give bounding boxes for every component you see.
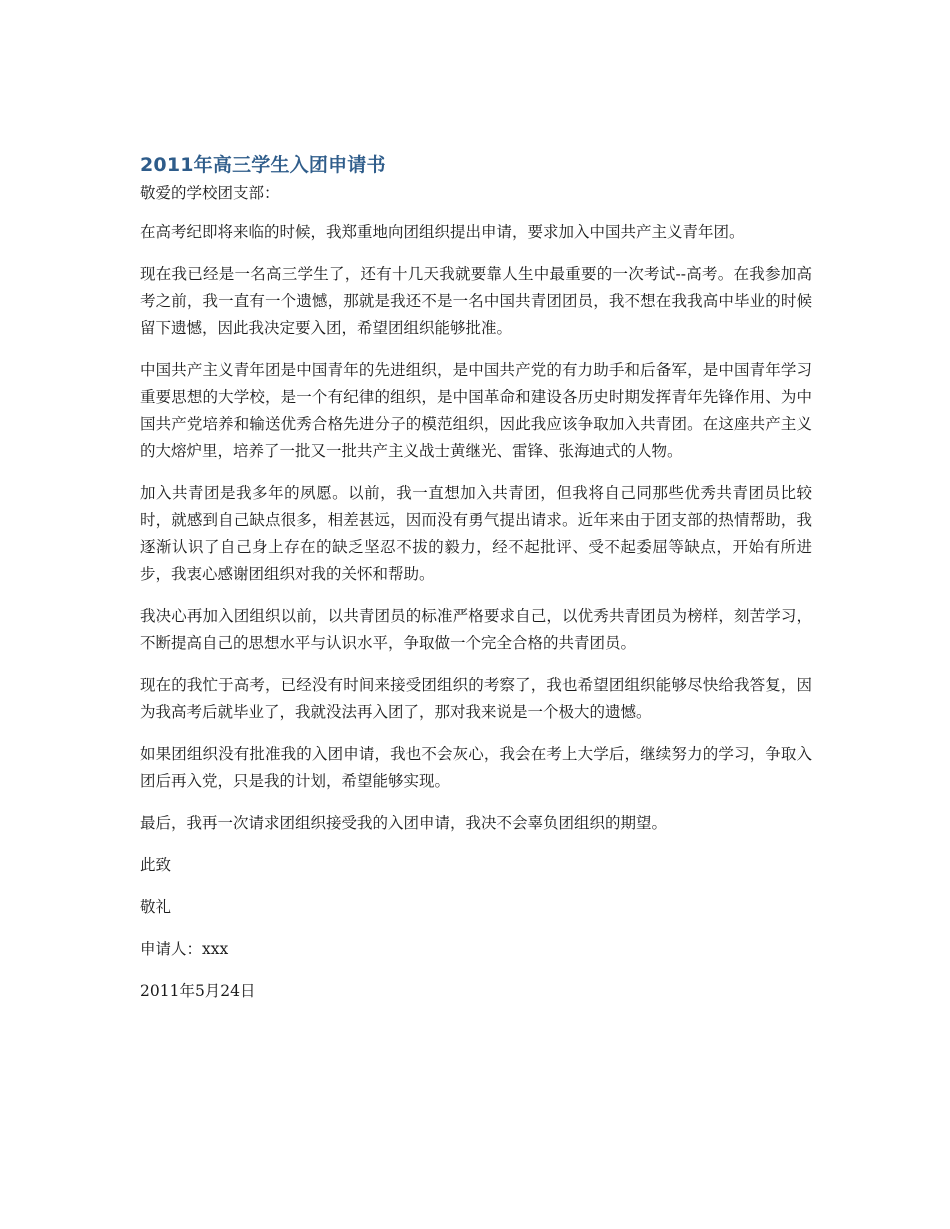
paragraph: 加入共青团是我多年的夙愿。以前，我一直想加入共青团，但我将自己同那些优秀共青团员比较时，就感到自己缺点很多，相差甚远，因而没有勇气提出请求。近年来由于团支部的热情帮助，我逐渐认识了自己身上存在的缺乏坚忍不拔的毅力，经不起批评、受不起委屈等缺点，开始有所进步，我衷心感谢团组织对我的关怀和帮助。 [140,484,812,583]
paragraph: 如果团组织没有批准我的入团申请，我也不会灰心，我会在考上大学后，继续努力的学习，争取入团后再入党，只是我的计划，希望能够实现。 [140,745,812,790]
applicant-signature: 申请人：xxx [140,940,229,958]
paragraph: 现在我已经是一名高三学生了，还有十几天我就要靠人生中最重要的一次考试--高考。在我参加高考之前，我一直有一个遗憾，那就是我还不是一名中国共青团团员，我不想在我我高中毕业的时候留下遗憾，因此我决定要入团，希望团组织能够批准。 [140,265,812,337]
closing-line-1: 此致 [140,856,172,874]
paragraph: 我决心再加入团组织以前，以共青团员的标准严格要求自己，以优秀共青团员为榜样，刻苦学习，不断提高自己的思想水平与认识水平，争取做一个完全合格的共青团员。 [140,607,812,652]
paragraph: 最后，我再一次请求团组织接受我的入团申请，我决不会辜负团组织的期望。 [140,814,668,832]
application-date: 2011年5月24日 [140,982,256,1000]
salutation: 敬爱的学校团支部： [140,184,280,202]
document-page [140,150,812,1020]
paragraph: 现在的我忙于高考，已经没有时间来接受团组织的考察了，我也希望团组织能够尽快给我答复，因为我高考后就毕业了，我就没法再入团了，那对我来说是一个极大的遗憾。 [140,676,812,721]
document-title: 2011年高三学生入团申请书 [140,154,386,176]
paragraph: 在高考纪即将来临的时候，我郑重地向团组织提出申请，要求加入中国共产主义青年团。 [140,223,745,241]
paragraph: 中国共产主义青年团是中国青年的先进组织，是中国共产党的有力助手和后备军，是中国青年学习重要思想的大学校，是一个有纪律的组织，是中国革命和建设各历史时期发挥青年先锋作用、为中国共产党培养和输送优秀合格先进分子的模范组织，因此我应该争取加入共青团。在这座共产主义的大熔炉里，培养了一批又一批共产主义战士黄继光、雷锋、张海迪式的人物。 [140,361,812,460]
closing-line-2: 敬礼 [140,898,172,916]
